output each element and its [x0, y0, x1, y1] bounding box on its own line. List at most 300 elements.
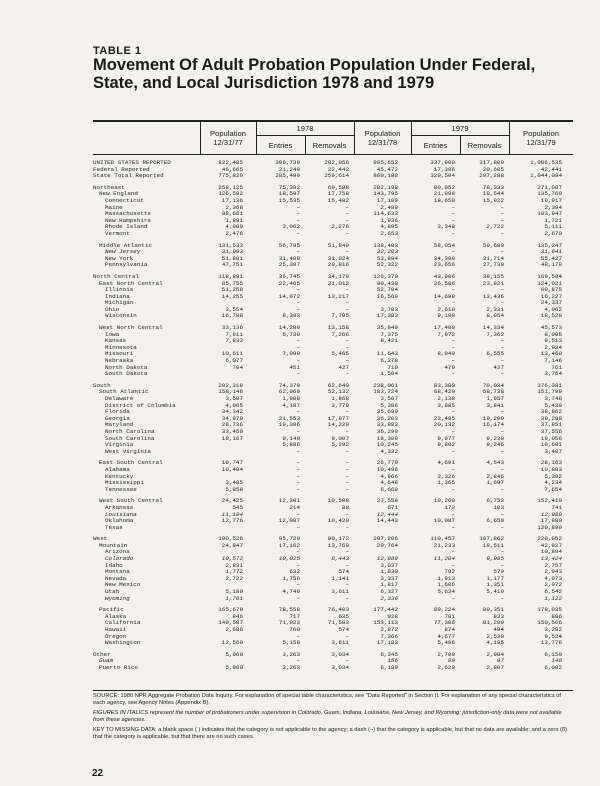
cell-value: –: [296, 459, 300, 467]
cell-value: –: [296, 305, 300, 313]
cell-value: 1,936: [380, 216, 398, 224]
cell-value: 5,386: [380, 401, 398, 409]
cell-value: –: [345, 581, 349, 589]
cell-value: 3,337: [380, 574, 398, 582]
cell-value: 9,977: [437, 434, 455, 442]
cell-value: 238,061: [373, 381, 398, 389]
cell-value: –: [345, 632, 349, 640]
cell-value: 10,087: [433, 517, 455, 525]
cell-value: 48,179: [540, 261, 562, 269]
cell-value: 874: [444, 626, 455, 633]
cell-value: –: [451, 465, 455, 473]
cell-value: 775,820: [218, 172, 243, 180]
cell-value: –: [296, 299, 300, 307]
cell-value: 42,927: [540, 541, 562, 549]
cell-value: 5,465: [331, 350, 349, 358]
row-label: Michigan: [105, 299, 134, 307]
cell-value: 88: [341, 503, 349, 511]
cell-value: 4,073: [544, 574, 562, 582]
cell-value: 90,430: [376, 279, 398, 287]
cell-value: 1,868: [331, 395, 349, 402]
cell-value: 17,977: [327, 414, 349, 422]
cell-value: 8,421: [380, 337, 398, 345]
cell-value: 31,408: [278, 254, 300, 262]
cell-value: 671: [387, 503, 398, 511]
cell-value: 21,233: [433, 541, 455, 549]
cell-value: 36,290: [376, 427, 398, 435]
cell-value: 13,769: [327, 541, 349, 549]
row-label: Alaska: [105, 612, 127, 620]
cell-value: 29,764: [376, 541, 398, 549]
cell-value: 822,485: [218, 159, 243, 166]
row-label: Other: [93, 650, 111, 658]
cell-value: 2,924: [544, 343, 562, 351]
header-removals-1979: Removals: [467, 141, 502, 150]
row-label: West North Central: [99, 324, 163, 332]
cell-value: 33,450: [221, 427, 243, 435]
row-label: Pacific: [99, 606, 124, 614]
table-bottom-rule: [93, 690, 573, 691]
cell-value: 13,217: [327, 292, 349, 300]
cell-value: 6,150: [544, 650, 562, 658]
cell-value: –: [345, 229, 349, 237]
cell-value: 6,669: [380, 485, 398, 493]
cell-value: 1,913: [437, 574, 455, 582]
cell-value: 6,650: [486, 517, 504, 525]
cell-value: 437: [493, 363, 504, 371]
cell-value: 259,614: [324, 172, 349, 180]
cell-value: 202,318: [218, 381, 243, 389]
cell-value: 98,661: [221, 210, 243, 218]
cell-value: 26,506: [433, 279, 455, 287]
cell-value: 24,337: [540, 299, 562, 307]
cell-value: 5,419: [486, 588, 504, 596]
row-label: North Central: [93, 272, 139, 280]
row-label: West South Central: [99, 497, 163, 505]
table-title: Movement Of Adult Probation Population Under Federal, State, and Local Jurisdiction 1978 and 1979: [93, 56, 536, 92]
cell-value: 220,952: [537, 535, 562, 543]
cell-value: –: [296, 465, 300, 473]
cell-value: 126,370: [373, 272, 398, 280]
cell-value: –: [451, 485, 455, 493]
cell-value: 156: [387, 657, 398, 665]
header-pop-1979: Population 12/31/79: [523, 129, 559, 147]
cell-value: 17,136: [221, 196, 243, 204]
row-label: Georgia: [105, 414, 130, 422]
cell-value: 103: [493, 503, 504, 511]
cell-value: –: [296, 472, 300, 480]
cell-value: –: [500, 510, 504, 518]
cell-value: 138,403: [373, 241, 398, 249]
cell-value: 36,203: [376, 414, 398, 422]
cell-value: 2,368: [225, 203, 243, 211]
cell-value: –: [296, 485, 300, 493]
cell-value: –: [500, 594, 504, 602]
cell-value: 2,138: [437, 395, 455, 402]
cell-value: 10,245: [376, 441, 398, 449]
cell-value: –: [500, 210, 504, 218]
cell-value: 25,387: [278, 261, 300, 269]
cell-value: 75,392: [278, 183, 300, 191]
cell-value: 81,299: [482, 619, 504, 627]
cell-value: 18,167: [221, 434, 243, 442]
cell-value: –: [500, 229, 504, 237]
cell-value: 143,795: [373, 190, 398, 198]
row-label: Wisconsin: [105, 312, 137, 320]
cell-value: 8,393: [282, 312, 300, 320]
cell-value: –: [345, 286, 349, 294]
cell-value: 20,605: [482, 165, 504, 173]
cell-value: 7,911: [225, 330, 243, 338]
cell-value: 3,885: [437, 401, 455, 409]
cell-value: –: [451, 357, 455, 365]
cell-value: 152,419: [537, 497, 562, 505]
cell-value: 1,830: [380, 568, 398, 576]
cell-value: 190,526: [218, 535, 243, 543]
cell-value: 10,894: [540, 548, 562, 556]
cell-value: 70,034: [482, 381, 504, 389]
cell-value: 337,900: [430, 159, 455, 166]
cell-value: 1,908: [282, 395, 300, 402]
cell-value: 258,125: [218, 183, 243, 191]
cell-value: 2,331: [486, 305, 504, 313]
cell-value: 2,043: [544, 568, 562, 576]
cell-value: 1,122: [544, 594, 562, 602]
cell-value: 760: [289, 626, 300, 633]
cell-value: 2,072: [544, 581, 562, 589]
cell-value: 77,386: [433, 619, 455, 627]
cell-value: 704: [232, 363, 243, 371]
cell-value: 5,858: [225, 485, 243, 493]
cell-value: 62,640: [327, 381, 349, 389]
cell-value: 632: [289, 568, 300, 576]
cell-value: 45,472: [376, 165, 398, 173]
cell-value: –: [296, 548, 300, 556]
cell-value: 173: [444, 503, 455, 511]
row-label: New England: [99, 190, 138, 198]
cell-value: 20,816: [327, 261, 349, 269]
table-row: [93, 173, 573, 180]
table-body: [93, 160, 573, 672]
row-label: Nevada: [105, 574, 127, 582]
cell-value: 39,288: [540, 414, 562, 422]
cell-value: 4,195: [486, 639, 504, 647]
cell-value: 33,136: [221, 324, 243, 332]
cell-value: 135,760: [537, 190, 562, 198]
table-row: [93, 596, 573, 603]
cell-value: 6,189: [380, 663, 398, 671]
cell-value: 833: [493, 612, 504, 620]
row-label: Washington: [105, 639, 141, 647]
row-label: Maryland: [105, 421, 134, 429]
cell-value: 18,644: [482, 190, 504, 198]
cell-value: 18,650: [433, 196, 455, 204]
row-label: Rhode Island: [105, 223, 148, 231]
cell-value: 11,204: [433, 555, 455, 563]
cell-value: 317,809: [479, 159, 504, 166]
cell-value: 1,044,094: [530, 172, 562, 180]
cell-value: 28,163: [540, 459, 562, 467]
cell-value: –: [345, 210, 349, 218]
cell-value: 2,686: [225, 626, 243, 633]
cell-value: 4,543: [486, 459, 504, 467]
cell-value: 118,891: [218, 272, 243, 280]
cell-value: –: [500, 561, 504, 569]
header-pop-1978: Population 12/31/78: [364, 129, 401, 147]
cell-value: 3,407: [544, 447, 562, 455]
cell-value: –: [296, 657, 300, 665]
cell-value: 2,831: [225, 561, 243, 569]
cell-value: 23,821: [482, 279, 504, 287]
row-label: Oregon: [105, 632, 127, 640]
row-label: South: [93, 381, 111, 389]
cell-value: 27,558: [376, 497, 398, 505]
cell-value: 5,392: [544, 472, 562, 480]
table-row: [93, 371, 573, 378]
cell-value: –: [345, 216, 349, 224]
cell-value: 3,282: [544, 626, 562, 633]
cell-value: 24,847: [221, 541, 243, 549]
row-label: Maine: [105, 203, 123, 211]
row-label: Iowa: [105, 330, 120, 338]
cell-value: 37,556: [540, 427, 562, 435]
cell-value: –: [345, 657, 349, 665]
cell-value: 574: [338, 626, 349, 633]
cell-value: –: [296, 408, 300, 416]
cell-value: 26,779: [376, 459, 398, 467]
cell-value: 285,490: [275, 172, 300, 180]
cell-value: 2,476: [225, 229, 243, 237]
cell-value: 20,132: [433, 421, 455, 429]
cell-value: 18,597: [278, 190, 300, 198]
cell-value: 6,730: [282, 330, 300, 338]
row-label: South Atlantic: [99, 388, 149, 396]
cell-value: 6,077: [225, 357, 243, 365]
cell-value: 10,025: [278, 555, 300, 563]
cell-value: 51,840: [327, 241, 349, 249]
cell-value: –: [500, 370, 504, 378]
cell-value: 8,949: [437, 350, 455, 358]
source-note: SOURCE: 1980 NPR Aggregate Probation Data Inquiry. For explanation of special table characteristics, see "Data Reported" in Section II. For explanation of any special characteristics of each agency, see Agency Notes (Appendix B).: [93, 693, 562, 706]
cell-value: 1,761: [225, 594, 243, 602]
cell-value: 135,247: [537, 241, 562, 249]
cell-value: 10,572: [221, 555, 243, 563]
cell-value: 7,146: [544, 357, 562, 365]
cell-value: 7,795: [331, 312, 349, 320]
cell-value: 271,007: [537, 183, 562, 191]
cell-value: 43,906: [433, 272, 455, 280]
cell-value: 120,890: [537, 523, 562, 531]
cell-value: 12,560: [221, 639, 243, 647]
cell-value: 5,496: [437, 639, 455, 647]
cell-value: 52,132: [327, 388, 349, 396]
row-label: Florida: [105, 408, 130, 416]
row-label: Nebraska: [105, 357, 134, 365]
cell-value: 23,495: [433, 414, 455, 422]
cell-value: 19,056: [540, 434, 562, 442]
cell-value: 60,875: [540, 286, 562, 294]
cell-value: 17,400: [433, 324, 455, 332]
cell-value: –: [345, 299, 349, 307]
row-label: Missouri: [105, 350, 134, 358]
row-label: Colorado: [105, 555, 134, 563]
cell-value: 19,747: [221, 459, 243, 467]
cell-value: 5,430: [544, 401, 562, 409]
cell-value: 9,198: [437, 312, 455, 320]
row-label: Pennsylvania: [105, 261, 148, 269]
cell-value: 95,720: [278, 535, 300, 543]
cell-value: –: [345, 548, 349, 556]
row-label: Mountain: [99, 541, 128, 549]
cell-value: 21,249: [278, 165, 300, 173]
cell-value: 8,054: [486, 312, 504, 320]
cell-value: 479: [444, 363, 455, 371]
row-label: Indiana: [105, 292, 130, 300]
cell-value: 1,086,535: [530, 159, 562, 166]
cell-value: –: [451, 229, 455, 237]
cell-value: 545: [232, 503, 243, 511]
cell-value: –: [296, 523, 300, 531]
cell-value: 38,155: [482, 272, 504, 280]
row-label: Puerto Rico: [99, 663, 138, 671]
cell-value: 3,554: [225, 305, 243, 313]
cell-value: 17,162: [278, 541, 300, 549]
row-label: Tennessee: [105, 485, 137, 493]
cell-value: 90,172: [327, 535, 349, 543]
cell-value: 28,736: [221, 421, 243, 429]
header-entries-1979: Entries: [423, 141, 448, 150]
cell-value: 3,034: [331, 663, 349, 671]
cell-value: 153,113: [373, 619, 398, 627]
cell-value: –: [500, 357, 504, 365]
cell-value: 9,513: [544, 337, 562, 345]
row-label: Vermont: [105, 229, 130, 237]
cell-value: 16,227: [540, 292, 562, 300]
cell-value: 17,183: [376, 639, 398, 647]
cell-value: 17,880: [540, 517, 562, 525]
cell-value: –: [451, 523, 455, 531]
cell-value: 1,756: [282, 574, 300, 582]
cell-value: 1,697: [486, 479, 504, 487]
cell-value: –: [296, 216, 300, 224]
cell-value: 14,280: [278, 324, 300, 332]
cell-value: 306,739: [275, 159, 300, 166]
cell-value: 5,960: [225, 650, 243, 658]
cell-value: 150,566: [537, 619, 562, 627]
cell-value: –: [345, 357, 349, 365]
cell-value: 6,542: [544, 588, 562, 596]
cell-value: –: [451, 248, 455, 256]
cell-value: –: [296, 447, 300, 455]
cell-value: 886: [551, 612, 562, 620]
cell-value: 11,643: [376, 350, 398, 358]
cell-value: 6,345: [380, 650, 398, 658]
cell-value: –: [451, 203, 455, 211]
cell-value: –: [345, 370, 349, 378]
row-label: Guam: [99, 657, 114, 665]
cell-value: –: [500, 485, 504, 493]
row-label: Connecticut: [105, 196, 144, 204]
table-number: TABLE 1: [93, 45, 142, 57]
cell-value: 10,260: [433, 497, 455, 505]
cell-value: 9,985: [486, 555, 504, 563]
cell-value: 58,054: [433, 241, 455, 249]
cell-value: 2,722: [225, 574, 243, 582]
cell-value: 35,699: [376, 408, 398, 416]
cell-value: 1,817: [380, 581, 398, 589]
cell-value: –: [500, 465, 504, 473]
cell-value: –: [345, 472, 349, 480]
cell-value: –: [296, 427, 300, 435]
cell-value: –: [296, 632, 300, 640]
cell-value: 4,062: [544, 305, 562, 313]
cell-value: 451: [289, 363, 300, 371]
cell-value: 85,755: [221, 279, 243, 287]
cell-value: 80,052: [433, 183, 455, 191]
cell-value: 53,894: [376, 254, 398, 262]
cell-value: –: [451, 343, 455, 351]
cell-value: 55,427: [540, 254, 562, 262]
cell-value: 97: [496, 657, 504, 665]
cell-value: 2,709: [437, 650, 455, 658]
cell-value: 761: [551, 363, 562, 371]
cell-value: 10,420: [327, 517, 349, 525]
cell-value: 2,276: [331, 223, 349, 231]
cell-value: –: [296, 370, 300, 378]
row-label: Kentucky: [105, 472, 134, 480]
cell-value: 16,560: [376, 292, 398, 300]
cell-value: 18,520: [540, 312, 562, 320]
cell-value: –: [451, 408, 455, 416]
cell-value: 12,444: [376, 510, 398, 518]
cell-value: 34,170: [327, 272, 349, 280]
cell-value: 23,656: [433, 261, 455, 269]
cell-value: 4,332: [380, 447, 398, 455]
row-label: District of Columbia: [105, 401, 176, 409]
cell-value: 579: [493, 568, 504, 576]
table-row: [93, 231, 573, 238]
cell-value: 158,146: [218, 388, 243, 396]
cell-value: 2,336: [380, 594, 398, 602]
cell-value: 5,189: [225, 588, 243, 596]
cell-value: 1,177: [486, 574, 504, 582]
cell-value: 4,234: [544, 479, 562, 487]
cell-value: 3,783: [380, 305, 398, 313]
cell-value: 7,266: [331, 330, 349, 338]
cell-value: 34,979: [221, 414, 243, 422]
cell-value: –: [500, 248, 504, 256]
cell-value: 38,862: [540, 408, 562, 416]
cell-value: 114,633: [373, 210, 398, 218]
cell-value: 27,739: [482, 261, 504, 269]
cell-value: 4,187: [282, 401, 300, 409]
cell-value: 4,648: [380, 479, 398, 487]
cell-value: 3,348: [437, 223, 455, 231]
cell-value: 56,795: [278, 241, 300, 249]
cell-value: 282,198: [373, 183, 398, 191]
cell-value: –: [500, 408, 504, 416]
cell-value: 177,442: [373, 606, 398, 614]
cell-value: 10,611: [221, 350, 243, 358]
cell-value: 4,966: [380, 472, 398, 480]
cell-value: 2,530: [486, 632, 504, 640]
cell-value: 76,403: [327, 606, 349, 614]
cell-value: 2,846: [486, 472, 504, 480]
cell-value: 1,504: [380, 370, 398, 378]
cell-value: 71,923: [278, 619, 300, 627]
row-label: Montana: [105, 568, 130, 576]
cell-value: 3,841: [486, 401, 504, 409]
